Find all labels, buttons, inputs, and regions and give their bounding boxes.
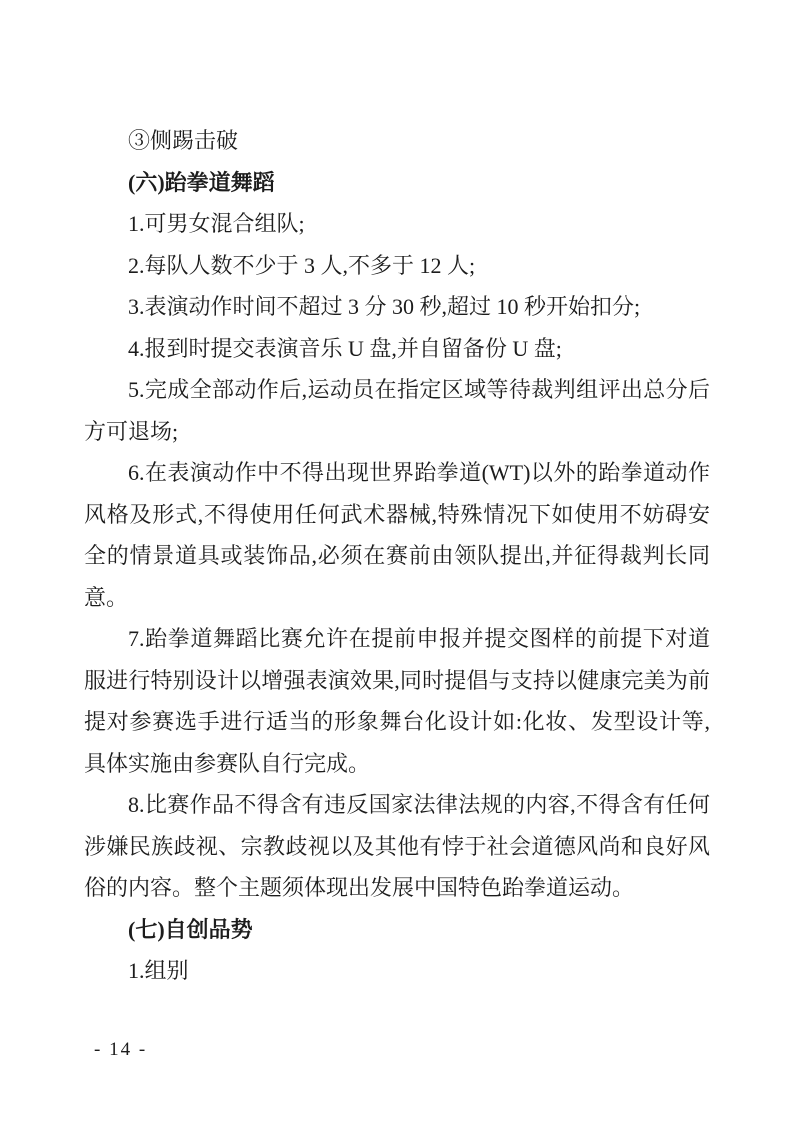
paragraph-side-kick-break: ③侧踢击破 <box>128 128 239 153</box>
rule-7-costume-design: 7.跆拳道舞蹈比赛允许在提前申报并提交图样的前提下对道服进行特别设计以增强表演效果,同时提倡与支持以健康完美为前提对参赛选手进行适当的形象舞台化设计如:化妆、发型设计等,具体实施由参赛队自行完成。 <box>84 626 710 776</box>
rule-6-wt-style-only: 6.在表演动作中不得出现世界跆拳道(WT)以外的跆拳道动作风格及形式,不得使用任何武术器械,特殊情况下如使用不妨碍安全的情景道具或装饰品,必须在赛前由领队提出,并征得裁判长同意。 <box>84 460 710 610</box>
document-content <box>84 120 710 992</box>
rule-8-content-restrictions: 8.比赛作品不得含有违反国家法律法规的内容,不得含有任何涉嫌民族歧视、宗教歧视以及其他有悖于社会道德风尚和良好风俗的内容。整个主题须体现出发展中国特色跆拳道运动。 <box>84 792 710 900</box>
page-number: - 14 - <box>94 1039 148 1060</box>
rule-1-mixed-teams: 1.可男女混合组队; <box>128 211 305 236</box>
page-footer <box>94 1038 147 1062</box>
rule-4-music-usb: 4.报到时提交表演音乐 U 盘,并自留备份 U 盘; <box>128 335 562 361</box>
rule-group-category: 1.组别 <box>128 958 189 983</box>
rule-5-wait-for-score: 5.完成全部动作后,运动员在指定区域等待裁判组评出总分后方可退场; <box>84 377 710 444</box>
heading-section-seven-freestyle-poomsae: (七)自创品势 <box>128 916 253 942</box>
rule-2-team-size: 2.每队人数不少于 3 人,不多于 12 人; <box>128 252 476 278</box>
heading-section-six-taekwondo-dance: (六)跆拳道舞蹈 <box>128 169 275 195</box>
rule-3-time-limit: 3.表演动作时间不超过 3 分 30 秒,超过 10 秒开始扣分; <box>128 294 641 319</box>
